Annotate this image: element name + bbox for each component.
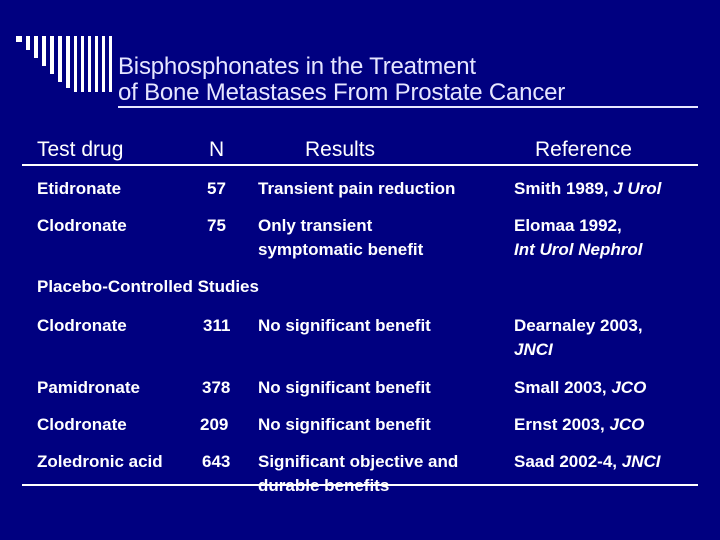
header-results: Results (305, 138, 376, 161)
cell-reference (514, 413, 644, 437)
cell-n: 57 (207, 179, 226, 198)
reference-author: Elomaa 1992, (514, 216, 622, 235)
slide-title-line-2: of Bone Metastases From Prostate Cancer (118, 79, 566, 106)
cell-results: Transient pain reduction (258, 179, 456, 198)
results-line-1: Only transient (258, 216, 373, 235)
cell-results (258, 450, 458, 498)
results-line-2: symptomatic benefit (258, 240, 424, 259)
reference-journal: Int Urol Nephrol (514, 240, 643, 259)
cell-reference (514, 214, 642, 262)
cell-reference (514, 314, 643, 362)
reference-author: Saad 2002-4, (514, 452, 622, 471)
slide-title (118, 54, 565, 106)
reference-author: Small 2003, (514, 378, 612, 397)
results-line-2 (258, 474, 458, 498)
cell-drug: Clodronate (37, 415, 127, 434)
header-test-drug: Test drug (37, 138, 124, 161)
reference-journal: JNCI (621, 452, 661, 471)
reference-journal: JCO (611, 378, 647, 397)
reference-journal: JCO (609, 415, 645, 434)
cell-n: 209 (200, 415, 229, 434)
reference-journal: J Urol (613, 179, 662, 198)
table-bottom-divider (22, 484, 698, 486)
section-label-placebo: Placebo-Controlled Studies (37, 277, 259, 296)
cell-results (258, 214, 423, 262)
cell-reference (514, 450, 660, 474)
cell-results: No significant benefit (258, 378, 431, 397)
cell-reference (514, 376, 646, 400)
slide-title-line-1: Bisphosphonates in the Treatment (118, 53, 476, 80)
cell-drug: Etidronate (37, 179, 122, 198)
reference-author: Ernst 2003, (514, 415, 610, 434)
cell-reference (514, 177, 661, 201)
reference-journal: JNCI (514, 340, 553, 359)
cell-n: 643 (202, 452, 231, 471)
reference-author: Dearnaley 2003, (514, 316, 643, 335)
cell-results: No significant benefit (258, 415, 431, 434)
cell-drug: Clodronate (37, 216, 127, 235)
cell-n: 75 (207, 216, 226, 235)
header-divider (22, 164, 698, 166)
reference-author: Smith 1989, (514, 179, 614, 198)
title-divider (118, 106, 698, 108)
cell-n: 378 (202, 378, 231, 397)
decorative-corner-bars (16, 34, 116, 94)
cell-results: No significant benefit (258, 316, 431, 335)
cell-drug: Pamidronate (37, 378, 140, 397)
results-line-1: Significant objective and (258, 452, 459, 471)
cell-drug: Zoledronic acid (37, 452, 163, 471)
cell-n: 311 (203, 316, 231, 335)
header-reference: Reference (535, 138, 632, 161)
header-n: N (209, 138, 225, 161)
cell-drug: Clodronate (37, 316, 127, 335)
